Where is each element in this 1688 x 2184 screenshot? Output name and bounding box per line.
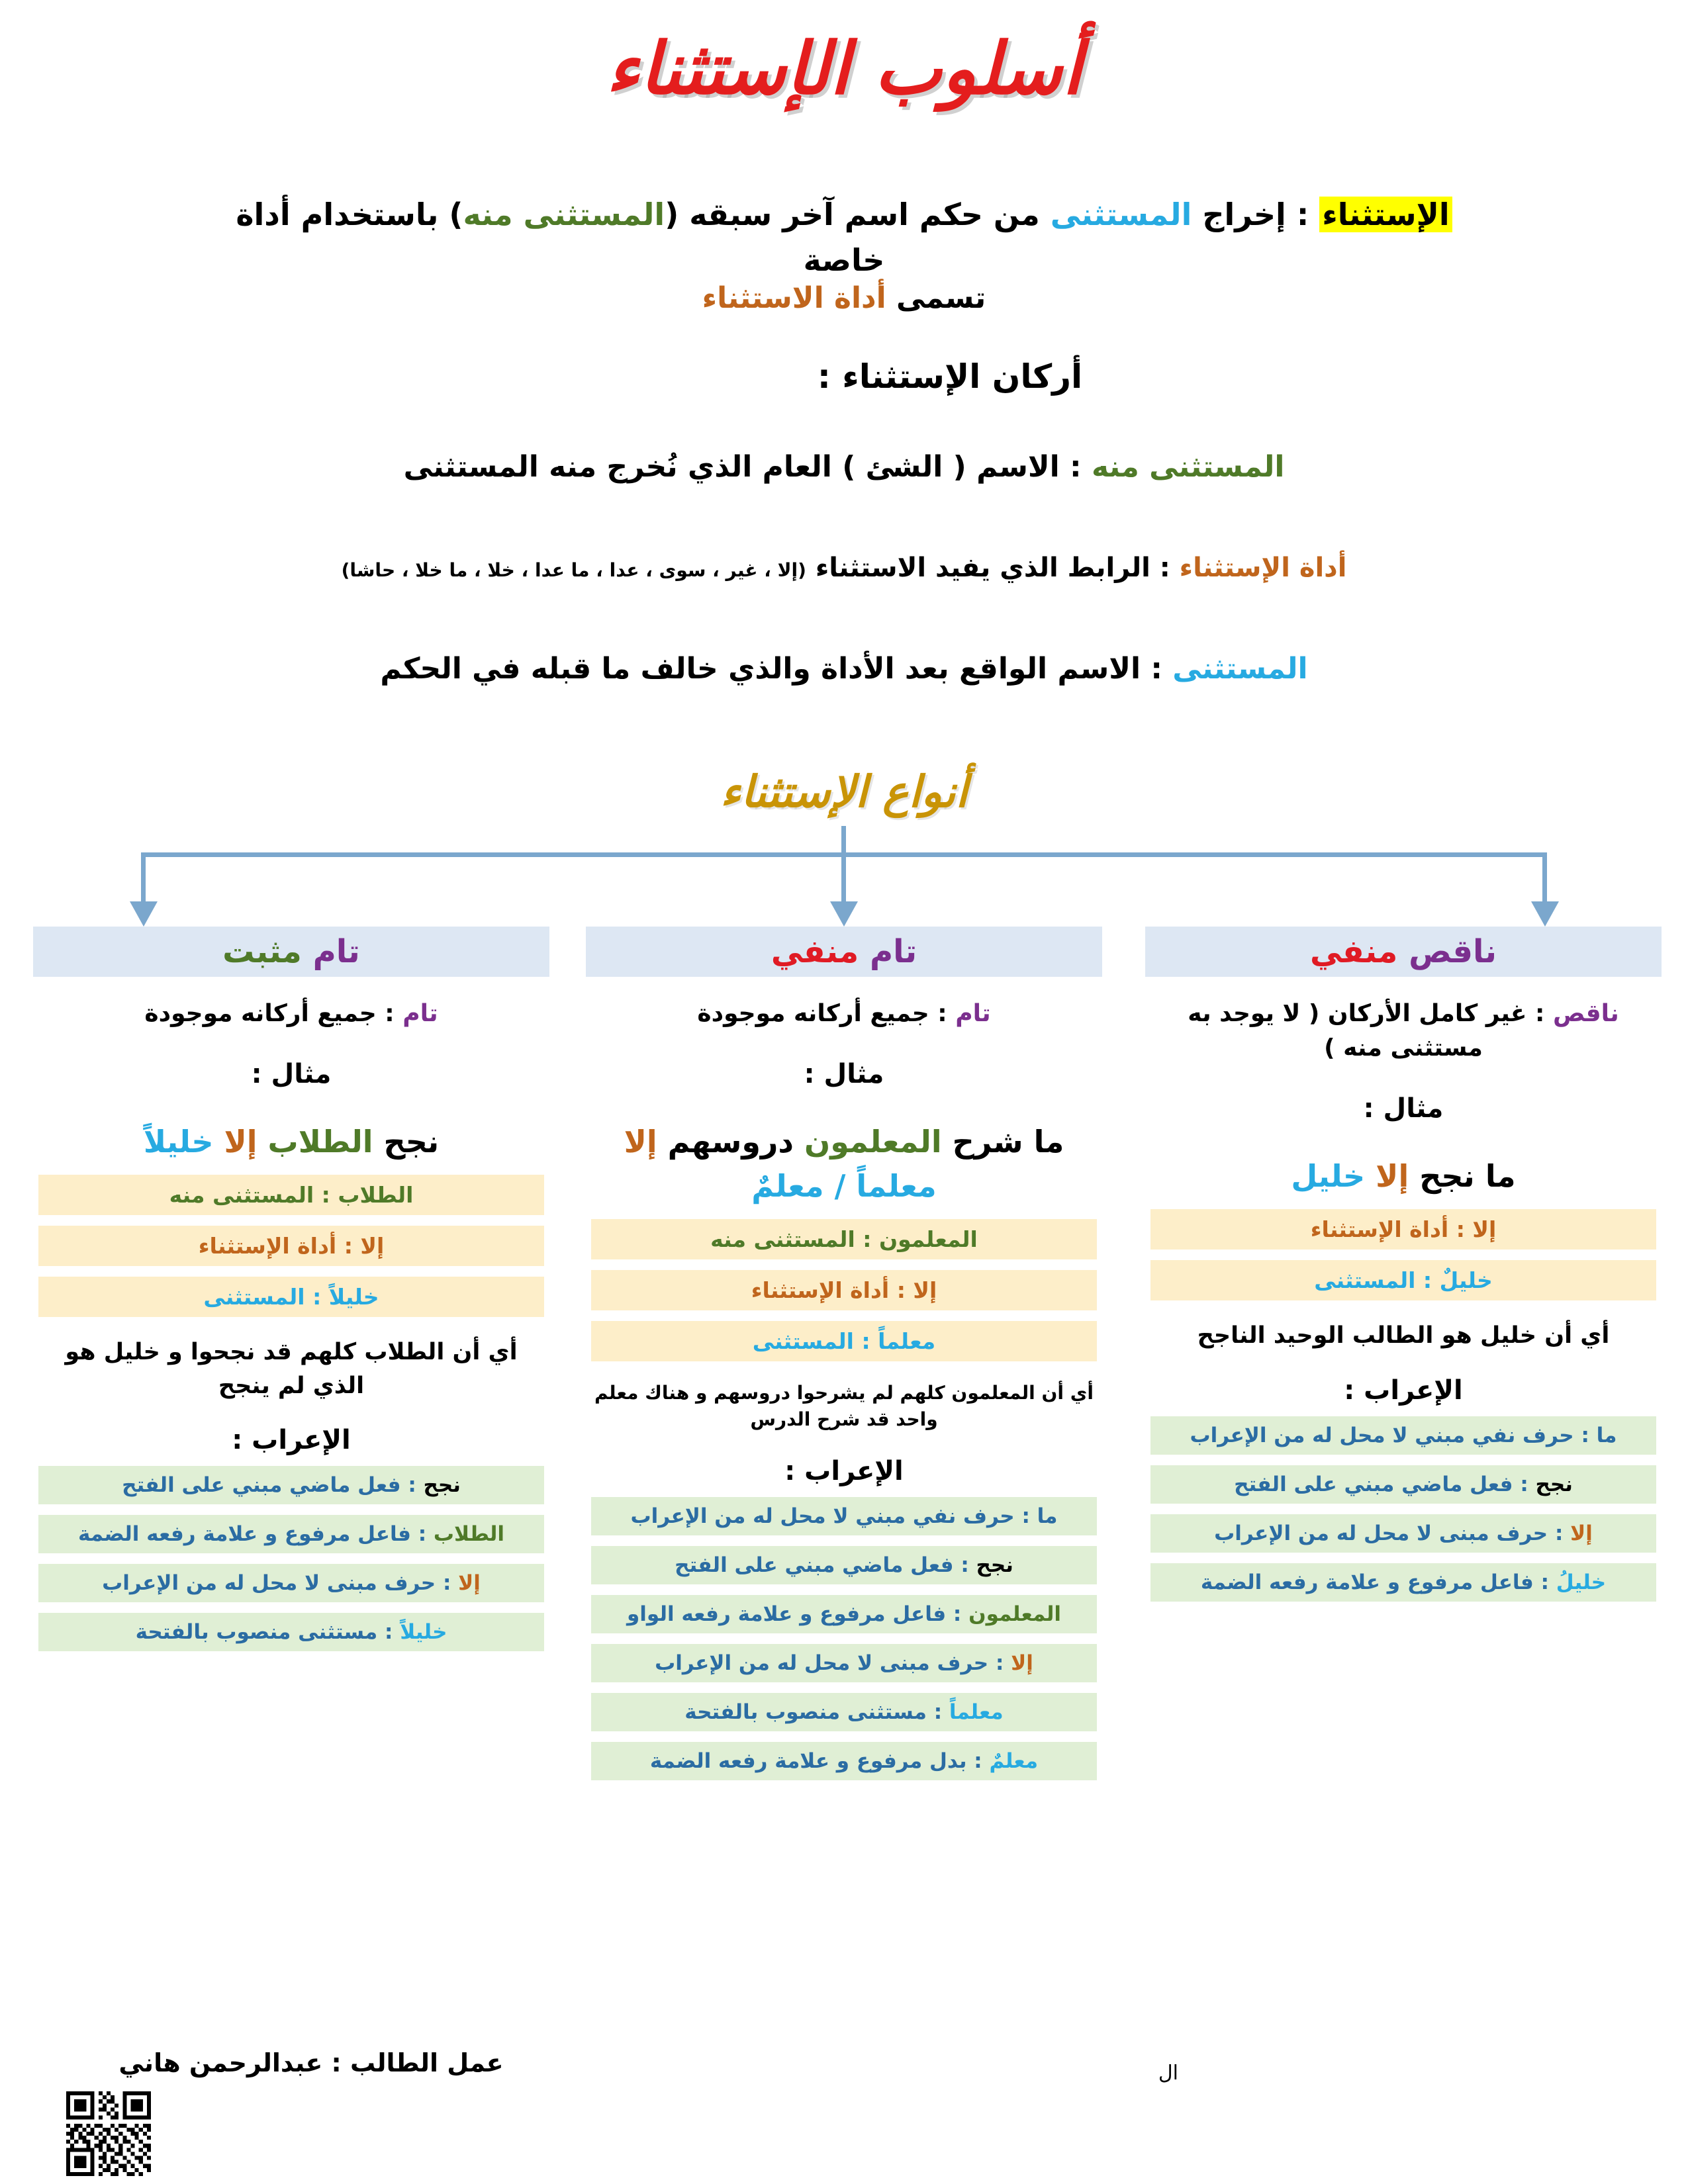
- pillar-label: أداة الإستثناء: [1179, 553, 1347, 583]
- irab-row: [1150, 1514, 1656, 1553]
- pillar-mustathna: [0, 652, 1688, 686]
- tag-key: إلا: [913, 1277, 937, 1303]
- irab-value: : فاعل مرفوع و علامة رفعه الضمة: [1200, 1570, 1556, 1594]
- irab-value: : فعل ماضي مبني على الفتح: [1234, 1472, 1536, 1496]
- pillar-adat-istithna: [0, 553, 1688, 583]
- tag-key: إلا: [360, 1232, 385, 1259]
- tag-value: : المستثنى: [1314, 1267, 1440, 1294]
- example-word-3: إلا: [213, 1124, 258, 1160]
- irab-row: [591, 1644, 1097, 1682]
- column-header-word2: منفي: [771, 933, 859, 970]
- irab-key: المعلمون: [968, 1602, 1062, 1626]
- column-note: أي أن خليل هو الطالب الوحيد الناجح: [1197, 1322, 1610, 1349]
- student-credit: عمل الطالب : عبدالرحمن هاني: [118, 2048, 504, 2077]
- tag-row: [38, 1175, 544, 1215]
- definition-colon: :: [1286, 197, 1320, 232]
- irab-row: [591, 1497, 1097, 1535]
- irab-value: : حرف مبنى لا محل له من الإعراب: [102, 1571, 459, 1596]
- irab-value: : حرف نفي مبني لا محل له من الإعراب: [630, 1504, 1037, 1528]
- column-description: [38, 997, 544, 1031]
- description-label: تام: [402, 1000, 438, 1027]
- definition-part2: من حكم اسم آخر سبقه (: [665, 197, 1051, 232]
- irab-label: الإعراب :: [784, 1455, 904, 1486]
- tag-value: : المستثنى: [203, 1283, 329, 1310]
- column-header-word2: مثبت: [222, 933, 302, 970]
- irab-value: : فعل ماضي مبني على الفتح: [675, 1553, 976, 1577]
- irab-key: خليلُ: [1556, 1570, 1607, 1594]
- example-label: مثال :: [1363, 1093, 1444, 1124]
- pillar-label: المستثنى منه: [1091, 450, 1285, 484]
- example-word-2: الطلاب: [257, 1124, 373, 1160]
- definition-term: الإستثناء: [1319, 197, 1452, 232]
- tag-key: الطلاب: [338, 1181, 414, 1208]
- stray-text: ال: [1158, 2062, 1178, 2085]
- pillar-label: المستثنى: [1172, 652, 1308, 686]
- tag-value: : أداة الإستثناء: [751, 1277, 914, 1303]
- flow-connector-stem-right: [141, 852, 146, 905]
- tag-key: إلا: [1472, 1216, 1497, 1243]
- irab-row: [1150, 1563, 1656, 1602]
- column-header-word1: تام: [869, 933, 917, 970]
- column-header-tam-manfi: [586, 927, 1102, 977]
- irab-row: [591, 1693, 1097, 1731]
- tag-value: : أداة الإستثناء: [198, 1232, 361, 1259]
- pillar-tools-list: (إلا ، غير ، سوى ، عدا ، ما عدا ، خلا ، ما خلا ، حاشا): [341, 559, 806, 581]
- irab-row: [38, 1515, 544, 1553]
- irab-key: إلا: [1011, 1651, 1033, 1675]
- flow-connector-stem-left: [1542, 852, 1547, 905]
- irab-key: نجح: [976, 1553, 1013, 1577]
- irab-key: ما: [1596, 1423, 1617, 1447]
- irab-value: : فاعل مرفوع و علامة رفعه الضمة: [77, 1522, 434, 1547]
- irab-key: نجح: [1535, 1472, 1573, 1496]
- example-label: مثال :: [251, 1059, 332, 1090]
- example-word-2: إلا: [1365, 1158, 1409, 1195]
- definition-line2-prefix: تسمى: [886, 281, 986, 315]
- description-text: : جميع أركانه موجودة: [144, 1000, 403, 1027]
- tag-key: معلماً: [878, 1328, 936, 1354]
- column-header-word1: ناقص: [1409, 933, 1497, 970]
- arrow-head-icon: [130, 901, 158, 927]
- definition-mustathna: المستثنى: [1050, 197, 1192, 232]
- irab-key: خليلاً: [400, 1620, 447, 1645]
- definition-part1: إخراج: [1192, 197, 1286, 232]
- column-header-word1: تام: [312, 933, 360, 970]
- qr-code-icon: [66, 2091, 151, 2176]
- description-text: : جميع أركانه موجودة: [697, 1000, 956, 1027]
- example-word-3: دروسهم: [657, 1124, 794, 1160]
- example-word-4: خليلاً: [143, 1124, 214, 1160]
- page-title: أسلوب الإستثناء: [606, 28, 1082, 111]
- column-note: أي أن المعلمون كلهم لم يشرحوا دروسهم و هناك معلم واحد قد شرح الدرس: [594, 1381, 1094, 1431]
- description-label: تام: [955, 1000, 991, 1027]
- tag-value: : المستثنى منه: [710, 1226, 879, 1252]
- irab-key: إلا: [458, 1571, 481, 1596]
- irab-row: [1150, 1416, 1656, 1455]
- irab-row: [38, 1564, 544, 1602]
- irab-key: نجح: [423, 1473, 461, 1498]
- tag-value: : المستثنى: [752, 1328, 878, 1354]
- example-word-1: ما شرح: [941, 1124, 1064, 1160]
- column-note: أي أن الطلاب كلهم قد نجحوا و خليل هو الذي لم ينجح: [65, 1338, 518, 1399]
- tag-key: خليلٌ: [1439, 1267, 1493, 1294]
- definition-line2: [0, 281, 1688, 315]
- tag-key: خليلاً: [328, 1283, 379, 1310]
- description-label: ناقص: [1552, 1000, 1619, 1027]
- irab-row: [591, 1742, 1097, 1780]
- pillars-heading: أركان الإستثناء :: [817, 357, 1083, 396]
- flow-connector-stem-mid: [841, 852, 846, 905]
- example-word-1: ما نجح: [1409, 1158, 1516, 1195]
- irab-label: الإعراب :: [1344, 1375, 1463, 1406]
- definition-part3: ) باستخدام أداة خاصة: [236, 197, 885, 278]
- example-word-5: معلماً / معلمٌ: [751, 1167, 937, 1204]
- irab-key: معلمٌ: [989, 1749, 1039, 1773]
- flow-connector-stem-center: [841, 826, 846, 854]
- irab-row: [38, 1466, 544, 1504]
- column-description: [591, 997, 1097, 1031]
- irab-row: [1150, 1465, 1656, 1504]
- definition-block: [192, 192, 1496, 283]
- column-tam-muthbat: [33, 927, 549, 1651]
- example-label: مثال :: [804, 1059, 884, 1090]
- irab-value: : مستثنى منصوب بالفتحة: [684, 1700, 949, 1724]
- column-naqis-manfi: [1145, 927, 1662, 1602]
- example-sentence: [38, 1120, 544, 1164]
- example-word-1: نجح: [373, 1124, 440, 1160]
- tag-key: المعلمون: [878, 1226, 978, 1252]
- pillar-mustathna-minhu: [0, 450, 1688, 484]
- irab-key: معلماً: [949, 1700, 1004, 1724]
- irab-value: : حرف مبنى لا محل له من الإعراب: [655, 1651, 1011, 1675]
- pillar-text: : الاسم ( الشئ ) العام الذي نُخرج منه المستثنى: [403, 450, 1092, 484]
- irab-value: : بدل مرفوع و علامة رفعه الضمة: [649, 1749, 990, 1773]
- column-header-word2: منفي: [1309, 933, 1398, 970]
- tag-row: [1150, 1260, 1656, 1300]
- example-sentence: [1150, 1154, 1656, 1199]
- example-word-3: خليل: [1291, 1158, 1366, 1195]
- arrow-head-icon: [1531, 901, 1559, 927]
- irab-row: [591, 1546, 1097, 1584]
- tag-value: : المستثنى منه: [169, 1181, 338, 1208]
- column-header-naqis-manfi: [1145, 927, 1662, 977]
- example-word-4: إلا: [624, 1124, 657, 1160]
- definition-mustathna-minhu: المستثنى منه: [463, 197, 665, 232]
- irab-label: الإعراب :: [232, 1425, 351, 1456]
- pillar-text: : الرابط الذي يفيد الاستثناء: [806, 553, 1180, 583]
- column-header-tam-muthbat: [33, 927, 549, 977]
- tag-row: [38, 1226, 544, 1266]
- example-sentence: [591, 1120, 1097, 1208]
- irab-key: ما: [1037, 1504, 1058, 1528]
- irab-value: : فعل ماضي مبني على الفتح: [122, 1473, 424, 1498]
- tag-row: [1150, 1209, 1656, 1250]
- irab-value: : حرف مبنى لا محل له من الإعراب: [1214, 1521, 1571, 1545]
- irab-key: إلا: [1570, 1521, 1593, 1545]
- irab-value: : حرف نفي مبني لا محل له من الإعراب: [1190, 1423, 1597, 1447]
- arrow-head-icon: [830, 901, 858, 927]
- tag-value: : أداة الإستثناء: [1310, 1216, 1473, 1243]
- definition-line2-term: أداة الاستثناء: [702, 281, 886, 315]
- column-tam-manfi: [586, 927, 1102, 1780]
- tag-row: [591, 1270, 1097, 1310]
- types-heading: أنواع الإستثناء: [720, 766, 968, 817]
- column-description: [1150, 997, 1656, 1066]
- description-text: : غير كامل الأركان ( لا يوجد به مستثنى منه ): [1188, 1000, 1553, 1062]
- irab-row: [38, 1613, 544, 1651]
- tag-row: [591, 1321, 1097, 1361]
- tag-row: [591, 1219, 1097, 1259]
- tag-row: [38, 1277, 544, 1317]
- pillar-text: : الاسم الواقع بعد الأداة والذي خالف ما قبله في الحكم: [380, 652, 1173, 686]
- irab-value: : مستثنى منصوب بالفتحة: [135, 1620, 400, 1645]
- irab-key: الطلاب: [433, 1522, 505, 1547]
- irab-row: [591, 1595, 1097, 1633]
- example-word-2: المعلمون: [794, 1124, 942, 1160]
- irab-value: : فاعل مرفوع و علامة رفعه الواو: [626, 1602, 969, 1626]
